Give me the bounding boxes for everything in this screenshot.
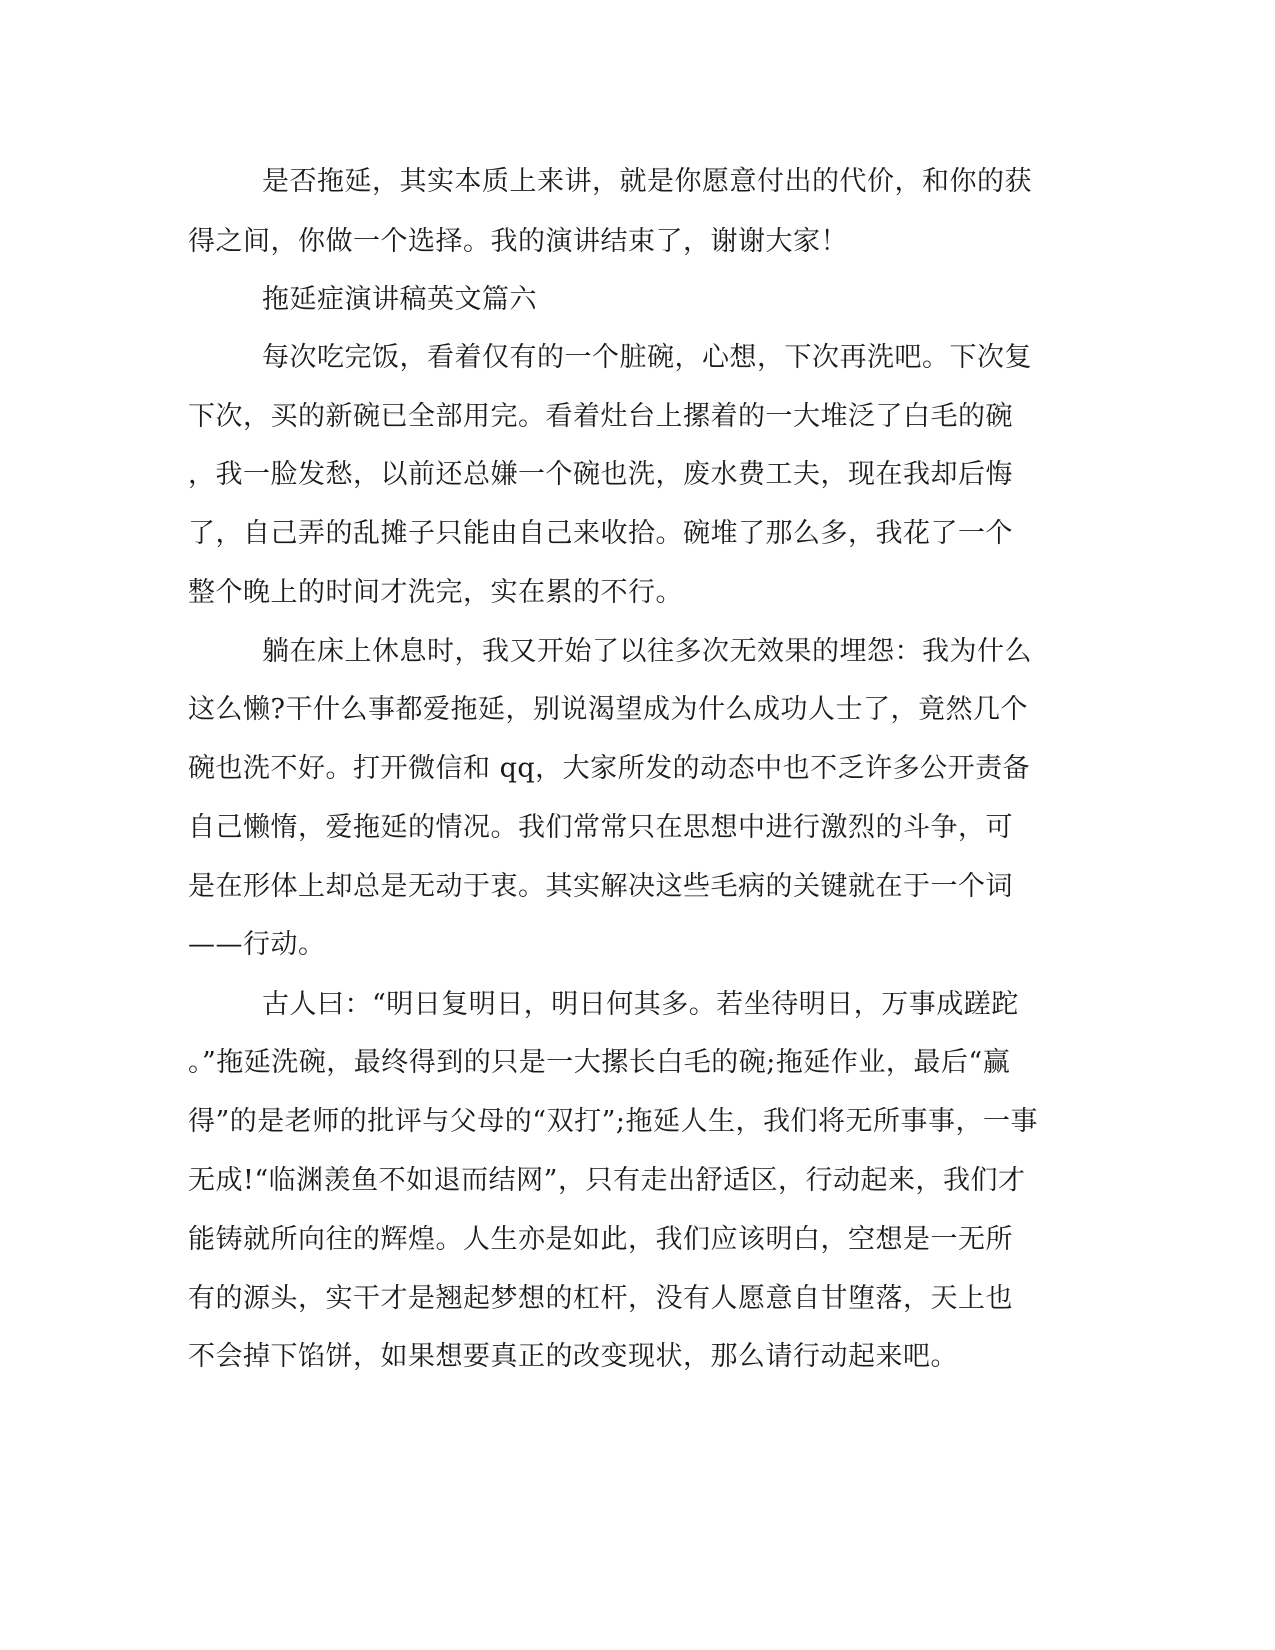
section-heading: 拖延症演讲稿英文篇六 [262,284,537,315]
paragraph-line: 得”的是老师的批评与父母的“双打”;拖延人生，我们将无所事事，一事 [188,1106,1039,1137]
paragraph-line: 下次，买的新碗已全部用完。看着灶台上摞着的一大堆泛了白毛的碗 [188,401,1013,432]
paragraph-line: 得之间，你做一个选择。我的演讲结束了，谢谢大家！ [188,226,848,257]
paragraph-line: 是否拖延，其实本质上来讲，就是你愿意付出的代价，和你的获 [262,166,1032,197]
paragraph-line: 有的源头，实干才是翘起梦想的杠杆，没有人愿意自甘堕落，天上也 [188,1283,1013,1314]
paragraph-line: 。”拖延洗碗，最终得到的只是一大摞长白毛的碗;拖延作业，最后“赢 [188,1047,1011,1078]
paragraph-line: 碗也洗不好。打开微信和 qq，大家所发的动态中也不乏许多公开责备 [188,753,1031,784]
paragraph-line: 这么懒?干什么事都爱拖延，别说渴望成为什么成功人士了，竟然几个 [188,694,1028,725]
paragraph-line: 躺在床上休息时，我又开始了以往多次无效果的埋怨：我为什么 [262,636,1032,667]
paragraph-line: 每次吃完饭，看着仅有的一个脏碗，心想，下次再洗吧。下次复 [262,342,1032,373]
paragraph-line: 能铸就所向往的辉煌。人生亦是如此，我们应该明白，空想是一无所 [188,1224,1013,1255]
paragraph-line: 整个晚上的时间才洗完，实在累的不行。 [188,577,683,608]
paragraph-line: ——行动。 [188,929,326,960]
paragraph-line: 是在形体上却总是无动于衷。其实解决这些毛病的关键就在于一个词 [188,871,1013,902]
paragraph-line: 自己懒惰，爱拖延的情况。我们常常只在思想中进行激烈的斗争，可 [188,812,1013,843]
paragraph-line: 古人曰：“明日复明日，明日何其多。若坐待明日，万事成蹉跎 [262,989,1019,1020]
paragraph-line: ，我一脸发愁，以前还总嫌一个碗也洗，废水费工夫，现在我却后悔 [188,459,1013,490]
paragraph-line: 了，自己弄的乱摊子只能由自己来收拾。碗堆了那么多，我花了一个 [188,518,1013,549]
paragraph-line: 不会掉下馅饼，如果想要真正的改变现状，那么请行动起来吧。 [188,1341,958,1372]
paragraph-line: 无成!“临渊羡鱼不如退而结网”，只有走出舒适区，行动起来，我们才 [188,1165,1026,1196]
